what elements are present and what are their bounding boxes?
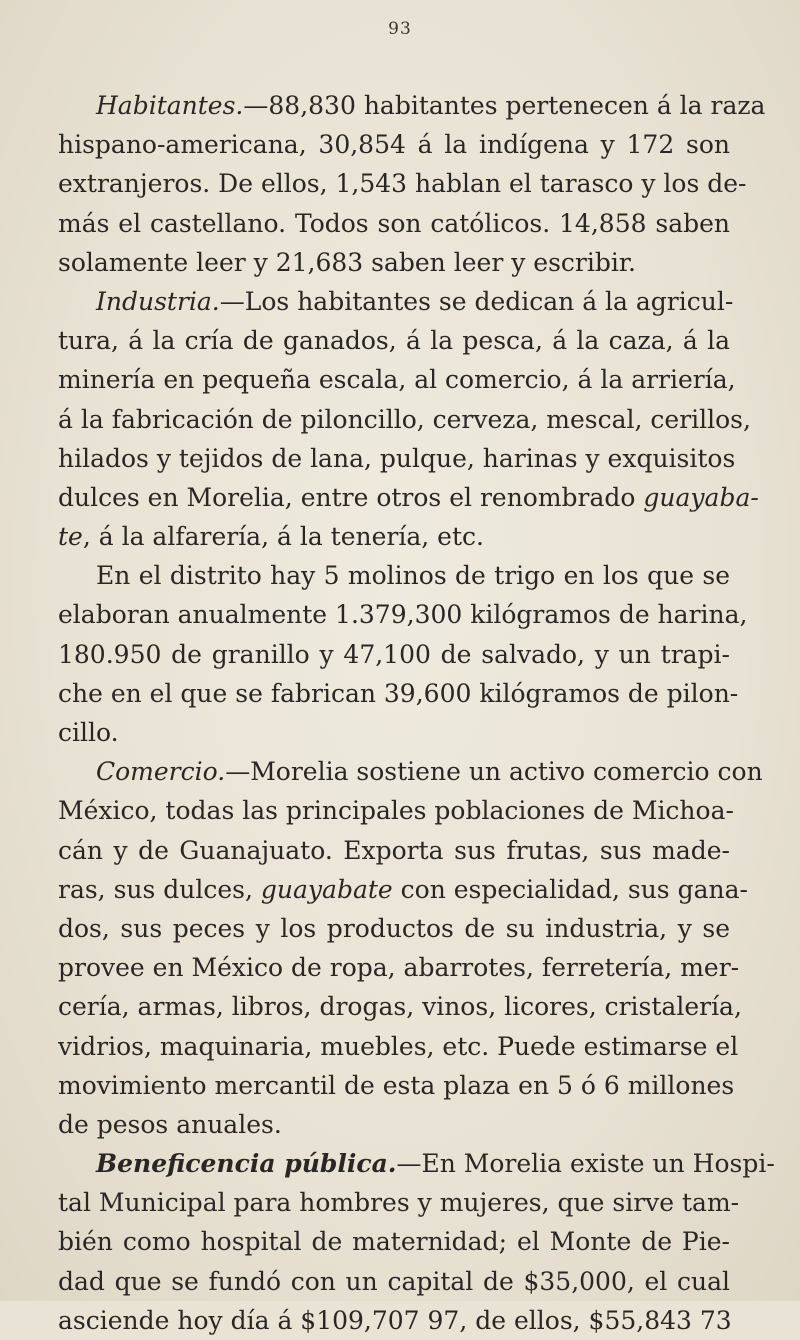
text-line: minería en pequeña escala, al comercio, á la arriería,	[58, 365, 736, 395]
section-heading-habitantes: Habitantes.	[96, 91, 244, 120]
text-line: Industria.—Los habitantes se dedican á la agricul-	[96, 286, 734, 316]
page-number: 93	[388, 19, 412, 39]
text-line: de pesos anuales.	[58, 1109, 282, 1139]
text-line: Beneficencia pública.—En Morelia existe un Hospi-	[96, 1149, 775, 1179]
italic-term: te	[58, 522, 83, 552]
text-line: dos, sus peces y los productos de su industria, y se	[58, 913, 730, 943]
section-heading-beneficencia: Beneficencia pública.	[96, 1149, 397, 1179]
text-line: vidrios, maquinaria, muebles, etc. Puede estimarse el	[58, 1031, 739, 1061]
text-line: 180.950 de granillo y 47,100 de salvado, y un trapi-	[58, 639, 730, 669]
text-line: cillo.	[58, 718, 119, 747]
text-line: elaboran anualmente 1.379,300 kilógramos de harina,	[58, 600, 748, 630]
text-line: solamente leer y 21,683 saben leer y escribir.	[58, 247, 637, 277]
text-line: movimiento mercantil de esta plaza en 5 ó 6 millones	[58, 1070, 735, 1100]
text-line: hilados y tejidos de lana, pulque, harinas y exquisitos	[58, 443, 736, 473]
text-line: tura, á la cría de ganados, á la pesca, á la caza, á la	[58, 326, 730, 356]
text-line: che en el que se fabrican 39,600 kilógramos de pilon-	[58, 678, 739, 708]
text-line: más el castellano. Todos son católicos. 14,858 saben	[58, 208, 730, 238]
italic-term: guayabate	[260, 874, 393, 904]
text-line: provee en México de ropa, abarrotes, ferretería, mer-	[58, 953, 740, 983]
section-heading-comercio: Comercio.	[96, 757, 226, 787]
text-line: En el distrito hay 5 molinos de trigo en los que se	[96, 561, 730, 591]
italic-term: guayaba-	[643, 482, 759, 512]
text-line: dulces en Morelia, entre otros el renombrado guayaba-	[58, 482, 759, 512]
text-line: cán y de Guanajuato. Exporta sus frutas, sus made-	[58, 835, 730, 865]
text-line: asciende hoy día á $109,707 97, de ellos, $55,843 73	[58, 1305, 732, 1335]
text-line: Comercio.—Morelia sostiene un activo comercio con	[96, 757, 763, 787]
body-text	[58, 86, 775, 1340]
text-line: extranjeros. De ellos, 1,543 hablan el tarasco y los de-	[58, 169, 747, 199]
text-line: hispano-americana, 30,854 á la indígena y 172 son	[58, 130, 730, 160]
section-heading-industria: Industria.	[96, 286, 220, 316]
text-line: cería, armas, libros, drogas, vinos, licores, cristalería,	[58, 992, 742, 1022]
text-line: ras, sus dulces, guayabate con especialidad, sus gana-	[58, 874, 748, 904]
text-line: Habitantes.—88,830 habitantes pertenecen á la raza	[96, 91, 766, 120]
text-line: te, á la alfarería, á la tenería, etc.	[58, 522, 484, 552]
text-line: dad que se fundó con un capital de $35,000, el cual	[58, 1266, 730, 1296]
text-line: á la fabricación de piloncillo, cerveza, mescal, cerillos,	[58, 404, 751, 434]
text-line: México, todas las principales poblaciones de Michoa-	[58, 796, 734, 826]
text-line: bién como hospital de maternidad; el Monte de Pie-	[58, 1227, 730, 1257]
text-line: tal Municipal para hombres y mujeres, que sirve tam-	[58, 1188, 740, 1218]
